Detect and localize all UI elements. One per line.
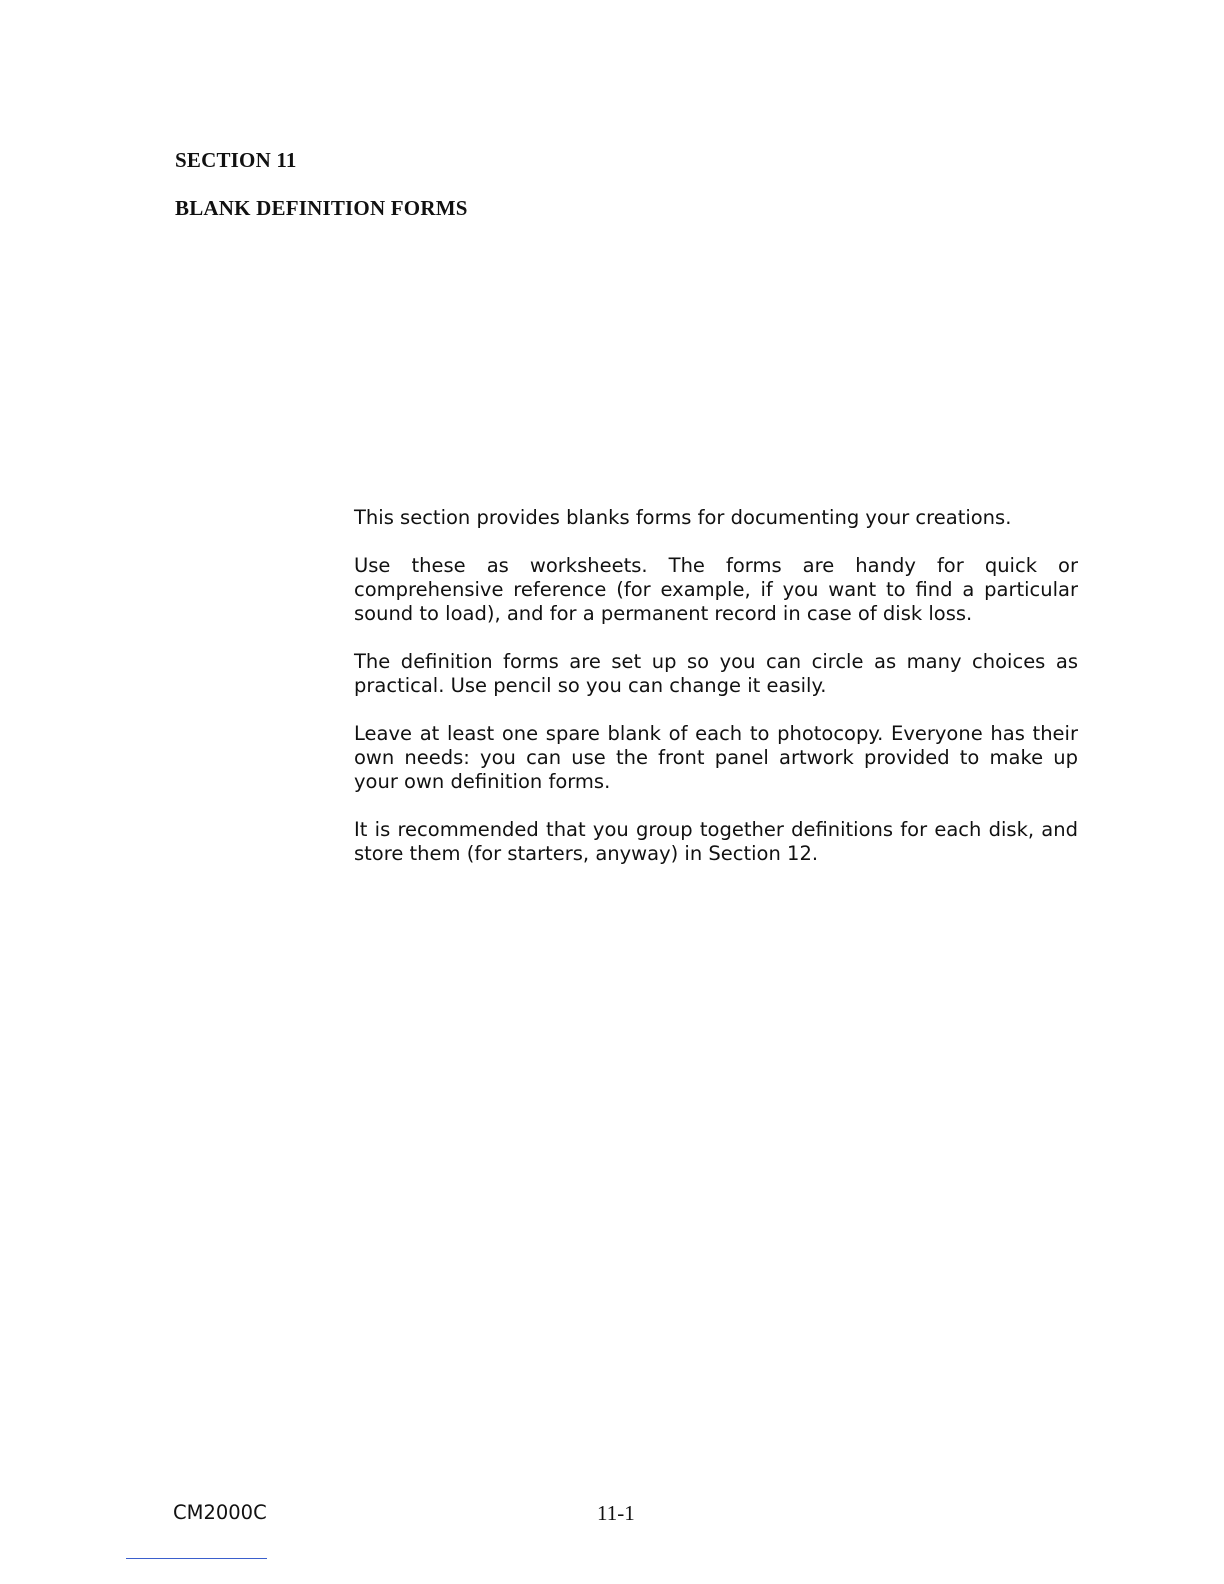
- body-text: [354, 506, 1078, 890]
- section-number: SECTION 11: [175, 148, 297, 172]
- bottom-rule-divider: [126, 1558, 267, 1559]
- paragraph-group-definitions: It is recommended that you group together definitions for each disk, and store them (for starters, anyway) in Section 12.: [354, 818, 1078, 865]
- paragraph-circle-choices: The definition forms are set up so you can circle as many choices as practical. Use pencil so you can change it easily.: [354, 650, 1078, 697]
- paragraph-worksheets: Use these as worksheets. The forms are handy for quick or comprehensive reference (for example, if you want to find a particular sound to load), and for a permanent record in case of disk loss.: [354, 554, 1078, 625]
- section-title: BLANK DEFINITION FORMS: [175, 196, 468, 220]
- paragraph-intro: This section provides blanks forms for documenting your creations.: [354, 506, 1012, 529]
- paragraph-spare-blank: Leave at least one spare blank of each to photocopy. Everyone has their own needs: you can use the front panel artwork provided to make up your own definition forms.: [354, 722, 1078, 793]
- footer-page-number: 11-1: [597, 1501, 635, 1525]
- footer-doc-code: CM2000C: [173, 1501, 267, 1524]
